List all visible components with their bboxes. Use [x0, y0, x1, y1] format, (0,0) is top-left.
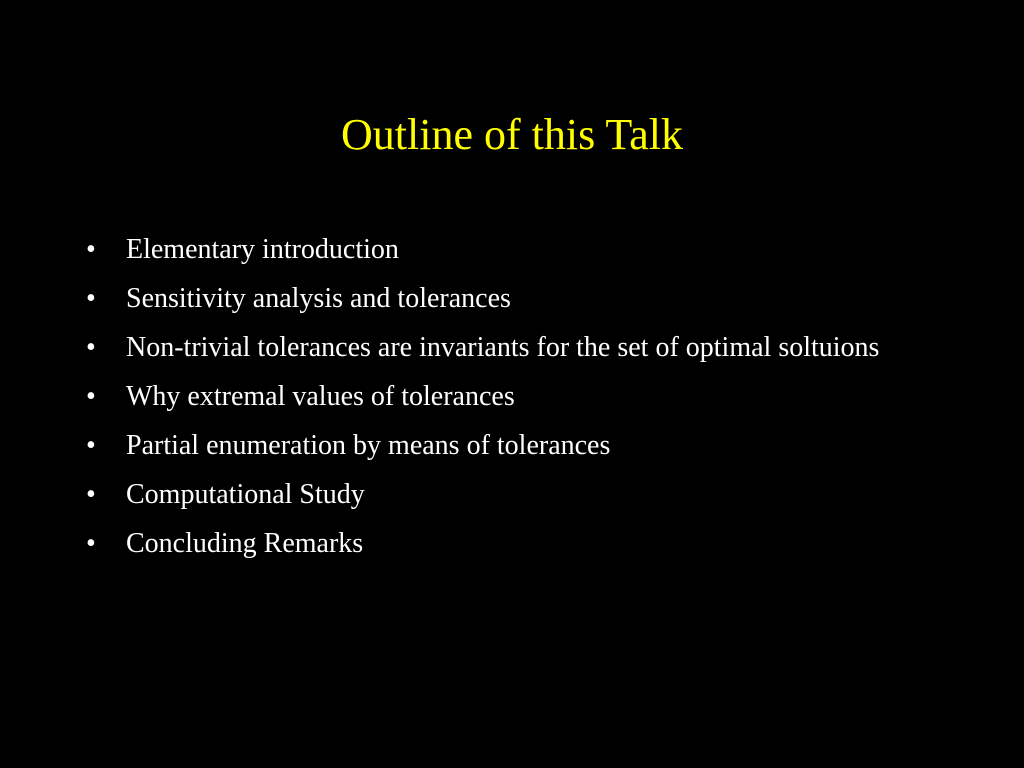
bullet-text: Partial enumeration by means of tolerances [126, 430, 611, 461]
bullet-item [86, 426, 946, 466]
slide-title: Outline of this Talk [341, 110, 683, 159]
bullet-item [86, 377, 946, 417]
bullet-text: Sensitivity analysis and tolerances [126, 283, 511, 314]
bullet-mark: • [86, 332, 96, 363]
bullet-item [86, 279, 946, 319]
bullet-mark: • [86, 283, 96, 314]
bullet-mark: • [86, 479, 96, 510]
bullet-mark: • [86, 430, 96, 461]
bullet-text: Computational Study [126, 479, 365, 510]
bullet-text: Elementary introduction [126, 234, 399, 265]
bullet-mark: • [86, 528, 96, 559]
bullet-text: Concluding Remarks [126, 528, 364, 559]
bullet-text: Non-trivial tolerances are invariants for the set of optimal soltuions [126, 332, 880, 363]
bullet-item [86, 524, 946, 564]
bullet-text: Why extremal values of tolerances [126, 381, 515, 412]
bullet-item [86, 230, 946, 270]
bullet-item [86, 475, 946, 515]
bullet-list [86, 230, 946, 573]
bullet-mark: • [86, 234, 96, 265]
bullet-mark: • [86, 381, 96, 412]
bullet-item [86, 328, 946, 368]
